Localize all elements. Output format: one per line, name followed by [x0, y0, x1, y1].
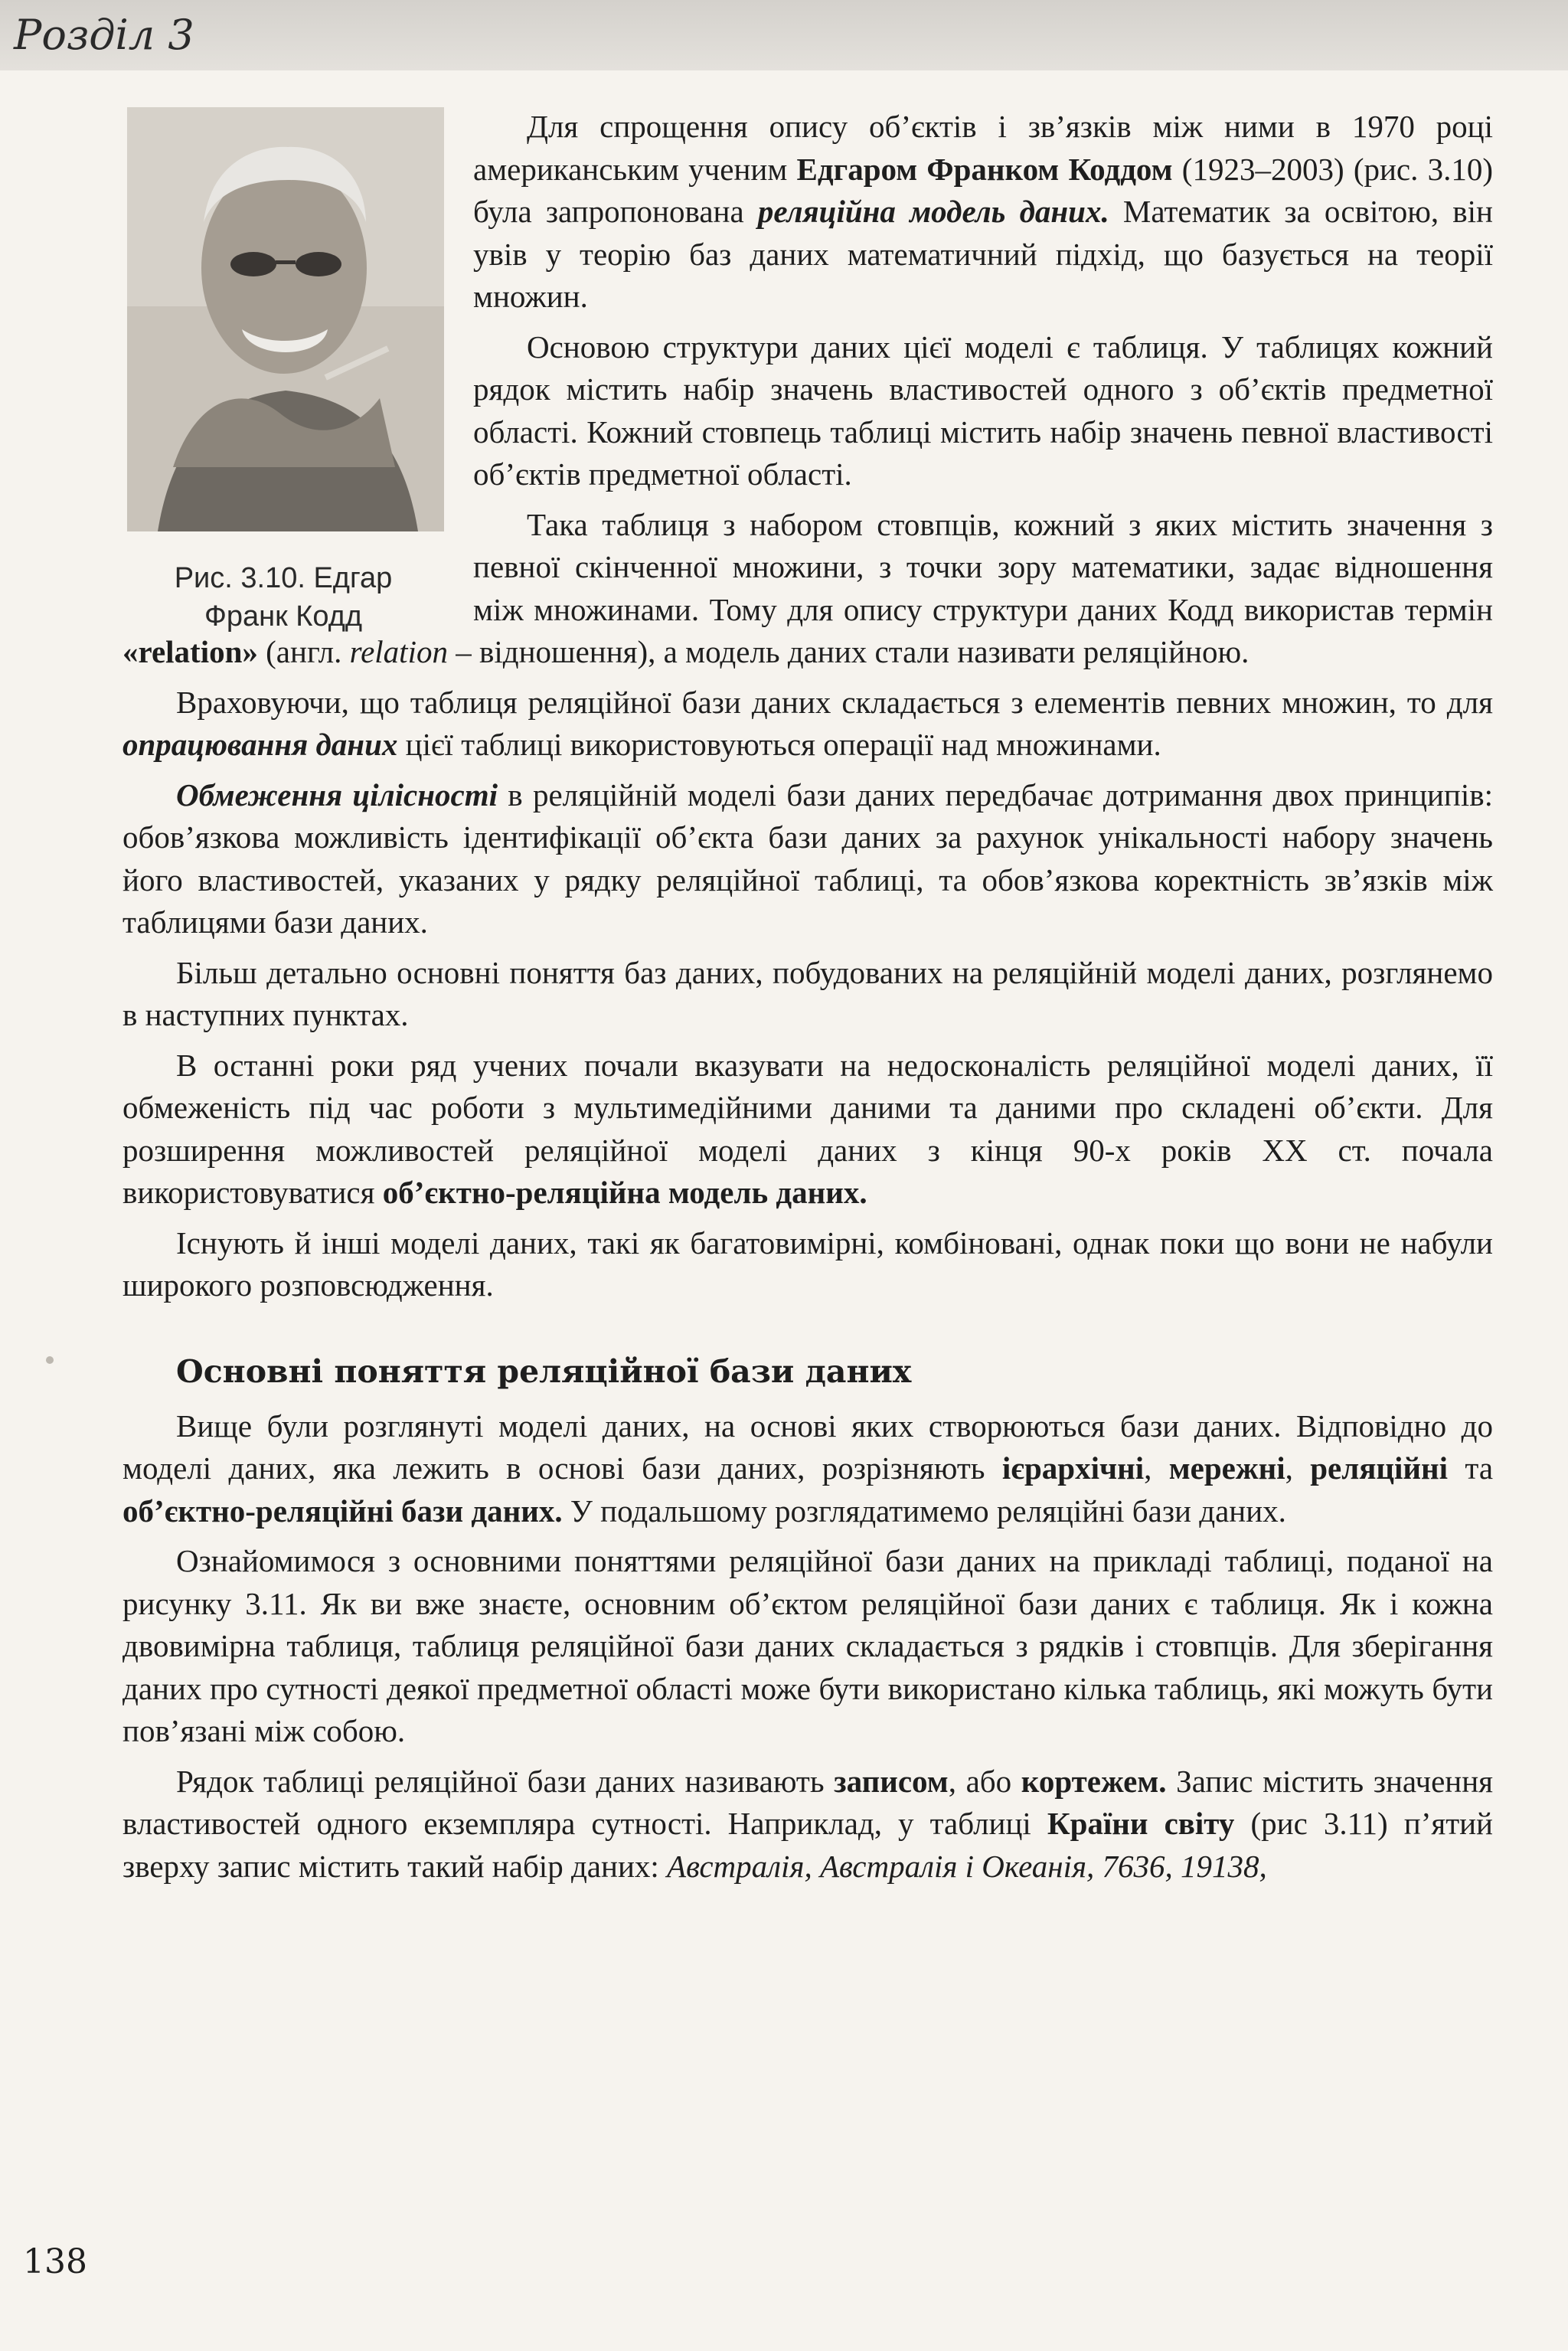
- term-data-processing: опрацювання даних: [122, 727, 398, 762]
- term-relational-model: реляційна модель даних.: [757, 194, 1109, 229]
- figure-float-area: [122, 106, 473, 626]
- chapter-label: Розділ 3: [14, 11, 194, 59]
- term-object-relational-model: об’єктно-реляційна модель даних.: [382, 1175, 867, 1210]
- caption-line-1: Рис. 3.10. Едгар: [174, 562, 393, 594]
- main-text: [122, 106, 1493, 1895]
- paragraph-set-operations: Враховуючи, що таблиця реляційної бази даних складається з елементів певних множин, то для опрацювання даних цієї таблиці використовуються операції над множинами.: [122, 684, 1493, 762]
- paragraph-db-types: Вище були розглянуті моделі даних, на основі яких створюються бази даних. Відповідно до моделі даних, яка лежить в основі бази даних, розрізняють ієрархічні, мережні, реляційні та об’єктно-реляційні бази даних. У подальшому розглядатимемо реляційні бази даних.: [122, 1408, 1494, 1529]
- term-relation: «relation»: [122, 634, 258, 669]
- term-integrity-constraints: Обмеження цілісності: [176, 777, 498, 813]
- paragraph-integrity: Обмеження цілісності в реляційній моделі бази даних передбачає дотримання двох принципів: обов’язкова можливість ідентифікації об’єкта бази даних за рахунок унікальності набору значень його властивостей, указаних у рядку реляційної таблиці, та обов’язкова коректність зв’язків між таблицями бази даних.: [122, 777, 1493, 940]
- paragraph-object-relational: В останні роки ряд учених почали вказувати на недосконалість реляційної моделі даних, її обмеженість під час роботи з мультимедійними даними та даними про складені об’єкти. Для розширення можливостей реляційної моделі даних з кінця 90-х років XX ст. почала використовуватися об’єктно-реляційна модель даних.: [122, 1047, 1493, 1210]
- page-number: 138: [23, 2242, 87, 2281]
- paragraph-codd-intro: Для спрощення опису об’єктів і зв’язків між ними в 1970 році американським ученим Едгаром Франком Коддом (1923–2003) (рис. 3.10) була запропонована реляційна модель даних. Математик за освітою, він увів у теорію баз даних математичний підхід, що базується на теорії множин.: [473, 109, 1493, 314]
- paragraph-other-models: Існують й інші моделі даних, такі як багатовимірні, комбіновані, однак поки що вони не набули широкого розповсюдження.: [122, 1225, 1493, 1303]
- paragraph-relation-term: Така таблиця з набором стовпців, кожний з яких містить значення з певної скінченної множини, з точки зору математики, задає відношення між множинами. Тому для опису структури даних Кодд використав термін «relation» (англ. relation – відношення), а модель даних стали називати реляційною.: [122, 506, 1493, 669]
- caption-line-2: Франк Кодд: [204, 600, 363, 633]
- codd-name: Едгаром Франком Коддом: [796, 151, 1173, 187]
- paragraph-table-basis: Основою структури даних цієї моделі є таблиця. У таблицях кожний рядок містить набір значень властивостей одного з об’єктів предметної області. Кожний стовпець таблиці містить набір значень певної властивості об’єктів предметної області.: [473, 329, 1493, 492]
- paragraph-next-sections: Більш детально основні поняття баз даних, побудованих на реляційній моделі даних, розглянемо в наступних пунктах.: [122, 954, 1493, 1032]
- chapter-header: [0, 0, 1568, 70]
- paragraph-basic-concepts: Ознайомимося з основними поняттями реляційної бази даних на прикладі таблиці, поданої на рисунку 3.11. Як ви вже знаєте, основним об’єктом реляційної бази даних є таблиця. Як і кожна двовимірна таблиця, таблиця реляційної бази даних складається з рядків і стовпців. Для зберігання даних про сутності деякої предметної області може бути використано кілька таблиць, які можуть бути пов’язані між собою.: [122, 1543, 1493, 1748]
- section-heading: Основні поняття реляційної бази даних: [176, 1352, 912, 1390]
- margin-mark: [46, 1356, 54, 1364]
- paragraph-record-definition: Рядок таблиці реляційної бази даних називають записом, або кортежем. Запис містить значення властивостей одного екземпляра сутності. Наприклад, у таблиці Країни світу (рис 3.11) п’ятий зверху запис містить такий набір даних: Австралія, Австралія і Океанія, 7636, 19138,: [122, 1763, 1494, 1884]
